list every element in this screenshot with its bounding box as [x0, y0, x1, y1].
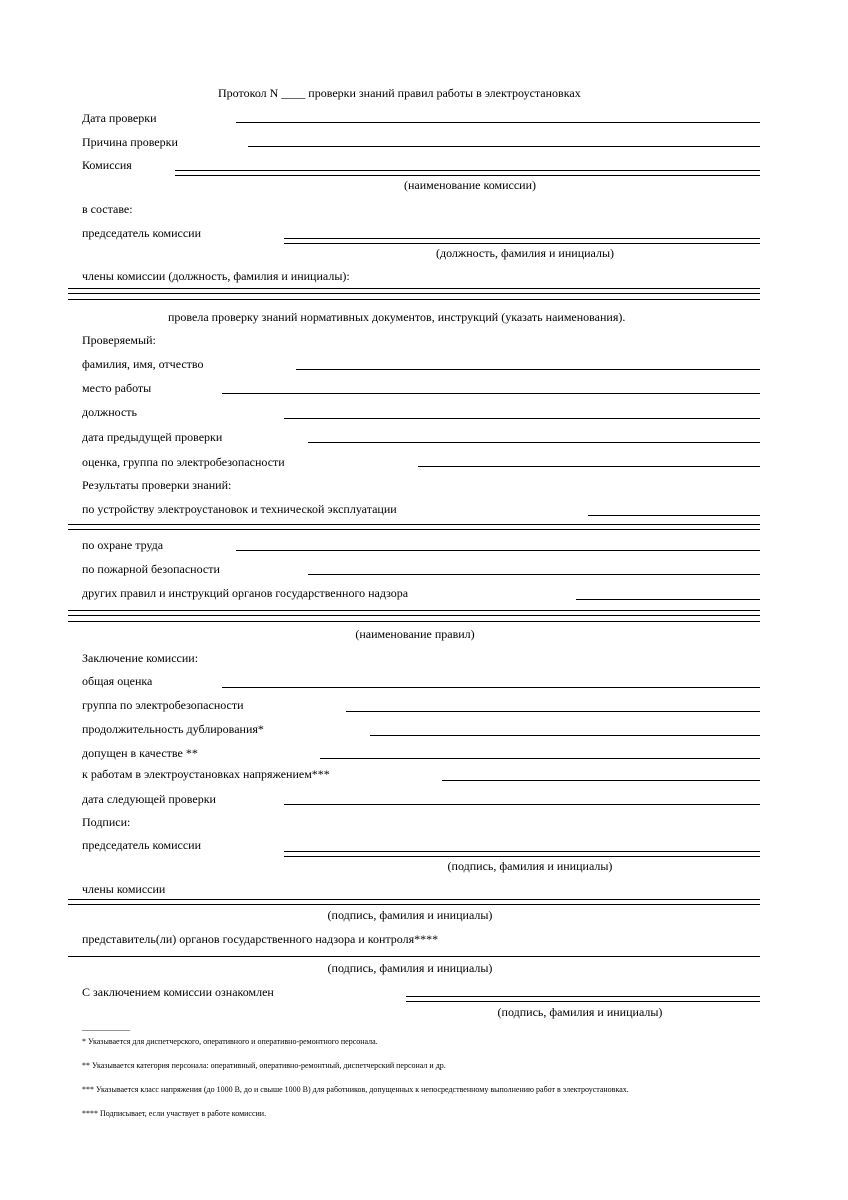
voltage-field[interactable]: [442, 780, 760, 781]
sig-members-field-2[interactable]: [68, 904, 760, 905]
grade-group-field[interactable]: [418, 466, 760, 467]
chairman-field[interactable]: [284, 238, 760, 239]
acquainted-field-line2[interactable]: [406, 1001, 760, 1002]
reps-label: представитель(ли) органов государственного надзора и контроля****: [82, 932, 439, 946]
fire-label: по пожарной безопасности: [82, 562, 220, 576]
reason-field[interactable]: [248, 146, 760, 147]
date-label: Дата проверки: [82, 111, 157, 125]
duration-label: продолжительность дублирования*: [82, 722, 264, 736]
other-rules-line3[interactable]: [68, 615, 760, 616]
fire-field[interactable]: [308, 574, 760, 575]
results-label: Результаты проверки знаний:: [82, 478, 232, 492]
workplace-field[interactable]: [222, 393, 760, 394]
duration-field[interactable]: [370, 735, 760, 736]
next-date-label: дата следующей проверки: [82, 792, 216, 806]
position-field[interactable]: [284, 418, 760, 419]
footnote-4: **** Подписывает, если участвует в работе комиссии.: [82, 1109, 267, 1118]
sig-members-hint: (подпись, фамилия и инициалы): [327, 908, 493, 922]
commission-hint: (наименование комиссии): [403, 178, 536, 192]
group-label: группа по электробезопасности: [82, 698, 244, 712]
prev-date-label: дата предыдущей проверки: [82, 430, 223, 444]
members-field-1[interactable]: [68, 288, 760, 289]
commission-label: Комиссия: [82, 158, 132, 172]
labor-field[interactable]: [236, 550, 760, 551]
chairman-label: председатель комиссии: [82, 226, 201, 240]
acquainted-hint: (подпись, фамилия и инициалы): [497, 1005, 663, 1019]
footnote-3: *** Указывается класс напряжения (до 1000 В, до и свыше 1000 В) для работников, допущенных к непосредственному выполнению работ в электроустановках.: [82, 1085, 629, 1094]
commission-field[interactable]: [175, 170, 760, 171]
footnote-1: * Указывается для диспетчерского, оперативного и оперативно-ремонтного персонала.: [82, 1037, 378, 1046]
sig-members-label: члены комиссии: [82, 882, 166, 896]
sig-members-field-1[interactable]: [68, 899, 760, 900]
fio-label: фамилия, имя, отчество: [82, 357, 204, 371]
next-date-field[interactable]: [284, 804, 760, 805]
admitted-field[interactable]: [320, 758, 760, 759]
footnote-rule: ____________: [82, 1023, 130, 1032]
signatures-label: Подписи:: [82, 815, 131, 829]
sig-chairman-field[interactable]: [284, 851, 760, 852]
members-field-2[interactable]: [68, 293, 760, 294]
fio-field[interactable]: [296, 369, 760, 370]
members-field-3[interactable]: [68, 299, 760, 300]
overall-field[interactable]: [222, 687, 760, 688]
position-label: должность: [82, 405, 137, 419]
examinee-label: Проверяемый:: [82, 333, 156, 347]
overall-label: общая оценка: [82, 674, 153, 688]
chairman-hint: (должность, фамилия и инициалы): [435, 246, 615, 260]
page-title: Протокол N ____ проверки знаний правил работы в электроустановках: [218, 86, 581, 100]
prev-date-field[interactable]: [308, 442, 760, 443]
acquainted-field[interactable]: [406, 996, 760, 997]
reps-hint: (подпись, фамилия и инициалы): [327, 961, 493, 975]
other-rules-line4[interactable]: [68, 621, 760, 622]
conducted-text: провела проверку знаний нормативных документов, инструкций (указать наименования).: [168, 310, 626, 324]
other-rules-label: других правил и инструкций органов государственного надзора: [82, 586, 409, 600]
reps-field[interactable]: [68, 956, 760, 957]
voltage-label: к работам в электроустановках напряжением***: [82, 767, 330, 781]
by-device-label: по устройству электроустановок и технической эксплуатации: [82, 502, 397, 516]
rules-hint: (наименование правил): [355, 627, 475, 641]
date-field[interactable]: [236, 122, 760, 123]
footnote-2: ** Указывается категория персонала: оперативный, оперативно-ремонтный, диспетчерский персонал и др.: [82, 1061, 446, 1070]
reason-label: Причина проверки: [82, 135, 178, 149]
acquainted-label: С заключением комиссии ознакомлен: [82, 985, 274, 999]
workplace-label: место работы: [82, 381, 152, 395]
labor-label: по охране труда: [82, 538, 164, 552]
other-rules-line2[interactable]: [68, 610, 760, 611]
admitted-label: допущен в качестве **: [82, 746, 198, 760]
grade-group-label: оценка, группа по электробезопасности: [82, 455, 285, 469]
sig-chairman-hint: (подпись, фамилия и инициалы): [447, 859, 613, 873]
by-device-field[interactable]: [588, 515, 760, 516]
chairman-field-line2[interactable]: [284, 243, 760, 244]
conclusion-label: Заключение комиссии:: [82, 651, 199, 665]
by-device-field-line2[interactable]: [68, 524, 760, 525]
composition-label: в составе:: [82, 202, 133, 216]
sig-chairman-label: председатель комиссии: [82, 838, 201, 852]
by-device-field-line3[interactable]: [68, 529, 760, 530]
other-rules-field[interactable]: [576, 599, 760, 600]
sig-chairman-field-line2[interactable]: [284, 856, 760, 857]
group-field[interactable]: [346, 711, 760, 712]
members-label: члены комиссии (должность, фамилия и инициалы):: [82, 269, 350, 283]
commission-field-line2[interactable]: [175, 175, 760, 176]
